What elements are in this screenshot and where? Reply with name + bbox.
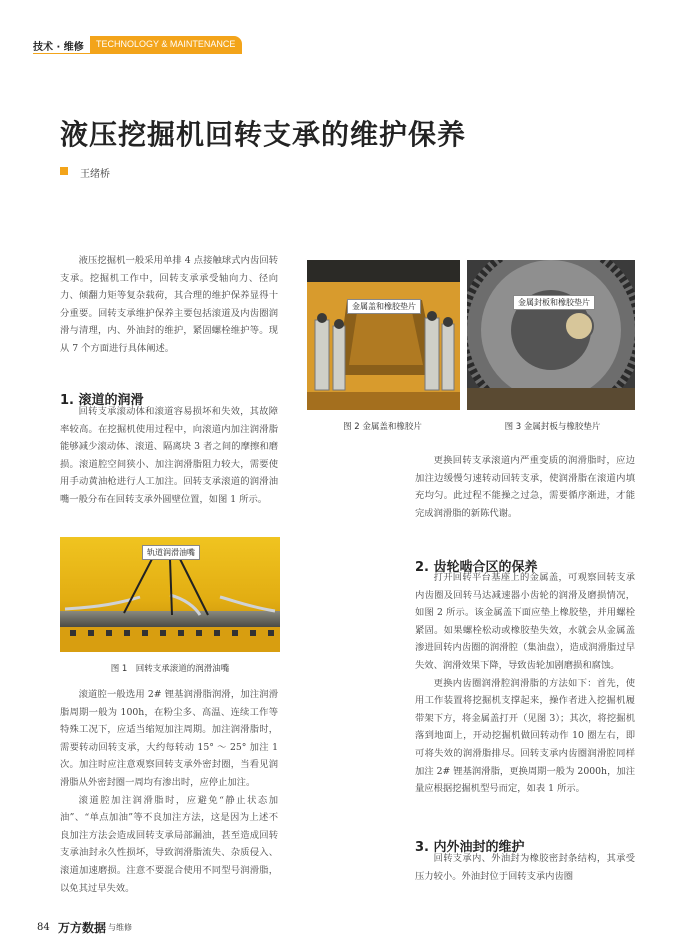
figure-1-caption: 图 1 回转支承滚道的润滑油嘴 [110,664,230,674]
section1-paragraph-1: 回转支承滚动体和滚道容易损坏和失效，其故障率较高。在挖掘机使用过程中，向滚道内加注润滑脂能够减少滚动体、滚道、隔离块 3 者之间的摩擦和磨损。滚道腔空间狭小、加注润滑脂阻力较大，需要使用手动黄油枪进行人工加注。回转支承滚道的润滑油嘴一般分布在回转支承外圆壁位置，如图 1 所示。 [60,406,278,505]
section2-heading: 2. 齿轮啮合区的保养 [415,560,538,575]
author-name: 王绪桥 [80,169,110,180]
section1-paragraph-3: 滚道腔加注润滑脂时，应避免“静止状态加油”、“单点加油”等不良加注方法，这是因为上述不良加注方法会造成回转支承局部漏油，甚至造成回转支承油封永久性损坏，导致润滑脂流失、杂质侵入、滚道加速磨损。注意不要混合使用不同型号润滑脂，以免其过早失效。 [60,794,278,894]
section3-body [415,850,635,885]
magazine-logo: 万方数据 [58,921,107,935]
section2-paragraph-2: 更换内齿圈润滑腔润滑脂的方法如下：首先，使用工作装置将挖掘机支撑起来，操作者进入挖掘机履带架下方，将金属盖打开（见图 3）；其次，将挖掘机落到地面上，开动挖掘机做回转动作 10 圈左右，即可将失效的润滑脂排尽。回转支承内齿圈润滑腔同样加注 2# 锂基润滑脂，更换周期一般为 2000h，加注量应根据挖掘机型号而定，如表 1 所示。 [415,677,635,795]
section3-heading: 3. 内外油封的维护 [415,840,525,855]
intro-paragraph: 液压挖掘机一般采用单排 4 点接触球式内齿回转支承。挖掘机工作中，回转支承承受轴向力、径向力、倾翻力矩等复杂载荷，其合理的维护保养显得十分重要。回转支承维护保养主要包括滚道及内齿圈润滑与清理，内、外油封的维护，紧固螺栓维护等。现从 7 个方面进行具体阐述。 [60,255,278,354]
figure-2-photo [307,260,460,410]
page-number: 84 [37,922,50,933]
figure-3-image [467,260,635,410]
figure-3-label: 金属封板和橡胶垫片 [513,295,595,310]
header-rule [33,53,242,54]
figure-1-label: 轨道润滑油嘴 [142,545,200,560]
figure-1-photo [60,537,280,652]
author-marker [60,167,68,175]
figure-2-caption: 图 2 金属盖和橡胶片 [343,422,422,432]
section-tag: TECHNOLOGY & MAINTENANCE [90,36,242,53]
section1-paragraph-2: 滚道腔一般选用 2# 锂基润滑脂润滑，加注润滑脂周期一般为 100h，在粉尘多、高温、连续工作等特殊工况下，应适当缩短加注周期。加注润滑脂时，需要转动回转支承，大约每转动 15° ～ 25° 加注 1 次。加注时应注意观察回转支承外密封圈，当看见润滑脂从外密封圈一周均有渗出时，应停止加注。 [60,689,278,788]
figure-3-caption: 图 3 金属封板与橡胶垫片 [504,422,601,432]
section1-body-top [60,403,278,509]
section-label: 技术 · 维修 [33,42,84,53]
section2-body [415,569,635,798]
section3-paragraph-1: 回转支承内、外油封为橡胶密封条结构，其承受压力较小。外油封位于回转支承内齿圈 [415,853,635,882]
section1-paragraph-4: 更换回转支承滚道内严重变质的润滑脂时，应边加注边缓慢匀速转动回转支承，使润滑脂在滚道内填充均匀。此过程不能操之过急，需要循序渐进，才能完成润滑脂的新陈代谢。 [415,455,635,519]
left-column-top [60,252,278,358]
magazine-subtitle: 与维修 [108,923,132,932]
figure-2-image [307,260,460,410]
section2-paragraph-1: 打开回转平台基座上的金属盖，可观察回转支承内齿圈及回转马达减速器小齿轮的润滑及磨损情况，如图 2 所示。该金属盖下面应垫上橡胶垫，并用螺栓紧固。如果螺栓松动或橡胶垫失效，水就会从金属盖渗进回转内齿圈的润滑腔（集油盘），造成润滑脂过早失效、润滑效果下降，导致齿轮加剧磨损和腐蚀。 [415,572,635,671]
right-column-top [415,452,635,522]
article-title: 液压挖掘机回转支承的维护保养 [60,118,467,151]
figure-3-photo [467,260,635,410]
left-column-bottom [60,686,278,897]
section1-heading: 1. 滚道的润滑 [60,393,144,408]
figure-2-label: 金属盖和橡胶垫片 [347,299,421,314]
